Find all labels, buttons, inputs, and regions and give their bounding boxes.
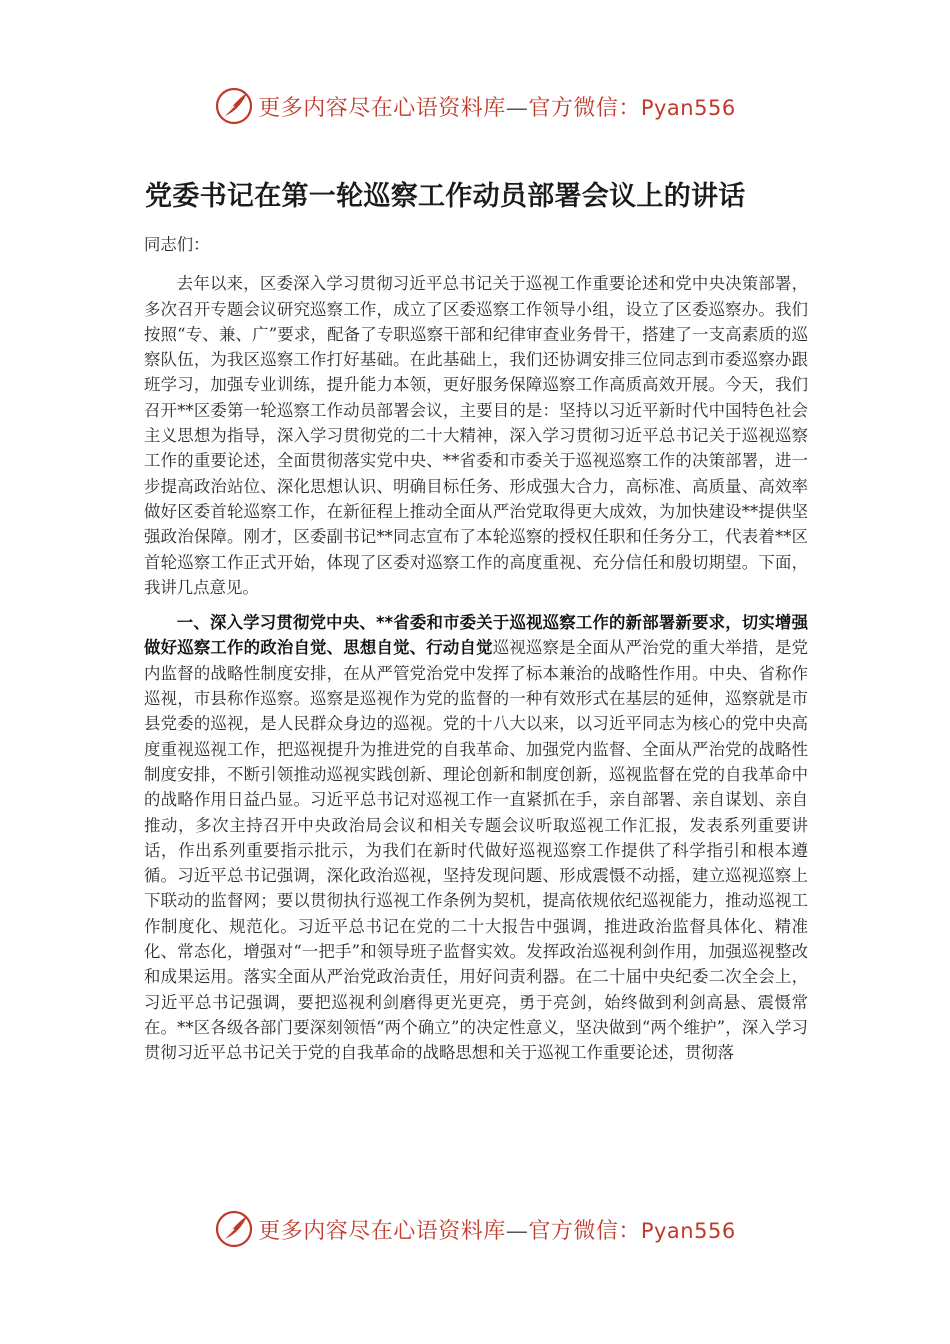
watermark-sub-text: 官方微信： bbox=[528, 95, 641, 121]
paragraph-intro: 去年以来，区委深入学习贯彻习近平总书记关于巡视工作重要论述和党中央决策部署，多次召开专题会议研究巡察工作，成立了区委巡察工作领导小组，设立了区委巡察办。我们按照“专、兼、广”要求，配备了专职巡察干部和纪律审查业务骨干，搭建了一支高素质的巡察队伍，为我区巡察工作打好基础。在此基础上，我们还协调安排三位同志到市委巡察办跟班学习，加强专业训练，提升能力本领，更好服务保障巡察工作高质高效开展。今天，我们召开**区委第一轮巡察工作动员部署会议，主要目的是：坚持以习近平新时代中国特色社会主义思想为指导，深入学习贯彻党的二十大精神，深入学习贯彻习近平总书记关于巡视巡察工作的重要论述，全面贯彻落实党中央、**省委和市委关于巡视巡察工作的决策部署，进一步提高政治站位、深化思想认识、明确目标任务、形成强大合力，高标准、高质量、高效率做好区委首轮巡察工作，在新征程上推动全面从严治党取得更大成效，为加快建设**提供坚强政治保障。刚才，区委副书记**同志宣布了本轮巡察的授权任职和任务分工，代表着**区首轮巡察工作正式开始，体现了区委对巡察工作的高度重视、充分信任和殷切期望。下面，我讲几点意见。 bbox=[144, 274, 808, 597]
greeting: 同志们： bbox=[144, 235, 210, 254]
quill-logo-icon bbox=[214, 1209, 254, 1249]
watermark-contact: Pyan556 bbox=[640, 95, 736, 120]
watermark-main-text: 更多内容尽在心语资料库 bbox=[258, 95, 506, 121]
document-title: 党委书记在第一轮巡察工作动员部署会议上的讲话 bbox=[145, 181, 746, 212]
top-watermark-banner bbox=[0, 84, 950, 128]
document-body bbox=[144, 232, 808, 1076]
watermark-contact: Pyan556 bbox=[640, 1218, 736, 1243]
watermark-separator: — bbox=[505, 1218, 529, 1244]
watermark-separator: — bbox=[505, 95, 529, 121]
section-1-body: 巡视巡察是全面从严治党的重大举措，是党内监督的战略性制度安排，在从严管党治党中发挥了标本兼治的战略性作用。中央、省称作巡视，市县称作巡察。巡察是巡视作为党的监督的一种有效形式在基层的延伸，巡察就是市县党委的巡视，是人民群众身边的巡视。党的十八大以来，以习近平同志为核心的党中央高度重视巡视工作，把巡视提升为推进党的自我革命、加强党内监督、全面从严治党的战略性制度安排，不断引领推动巡视实践创新、理论创新和制度创新，巡视监督在党的自我革命中的战略作用日益凸显。习近平总书记对巡视工作一直紧抓在手，亲自部署、亲自谋划、亲自推动，多次主持召开中央政治局会议和相关专题会议听取巡视工作汇报，发表系列重要讲话，作出系列重要指示批示，为我们在新时代做好巡视巡察工作提供了科学指引和根本遵循。习近平总书记强调，深化政治巡视，坚持发现问题、形成震慑不动摇，建立巡视巡察上下联动的监督网；要以贯彻执行巡视工作条例为契机，提高依规依纪巡视能力，推动巡视工作制度化、规范化。习近平总书记在党的二十大报告中强调，推进政治监督具体化、精准化、常态化，增强对“一把手”和领导班子监督实效。发挥政治巡视利剑作用，加强巡视整改和成果运用。落实全面从严治党政治责任，用好问责利器。在二十届中央纪委二次全会上，习近平总书记强调，要把巡视利剑磨得更光更亮，勇于亮剑，始终做到利剑高悬、震慑常在。**区各级各部门要深刻领悟“两个确立”的决定性意义，坚决做到“两个维护”，深入学习贯彻习近平总书记关于党的自我革命的战略思想和关于巡视工作重要论述，贯彻落 bbox=[144, 638, 809, 1063]
paragraph-section-1 bbox=[144, 610, 808, 1065]
bottom-watermark-banner bbox=[0, 1207, 950, 1251]
watermark-sub-text: 官方微信： bbox=[528, 1218, 641, 1244]
watermark-main-text: 更多内容尽在心语资料库 bbox=[258, 1218, 506, 1244]
section-1-heading: 一、深入学习贯彻党中央、**省委和市委关于巡视巡察工作的新部署新要求，切实增强做好巡察工作的政治自觉、思想自觉、行动自觉 bbox=[144, 613, 808, 658]
quill-logo-icon bbox=[214, 86, 254, 126]
